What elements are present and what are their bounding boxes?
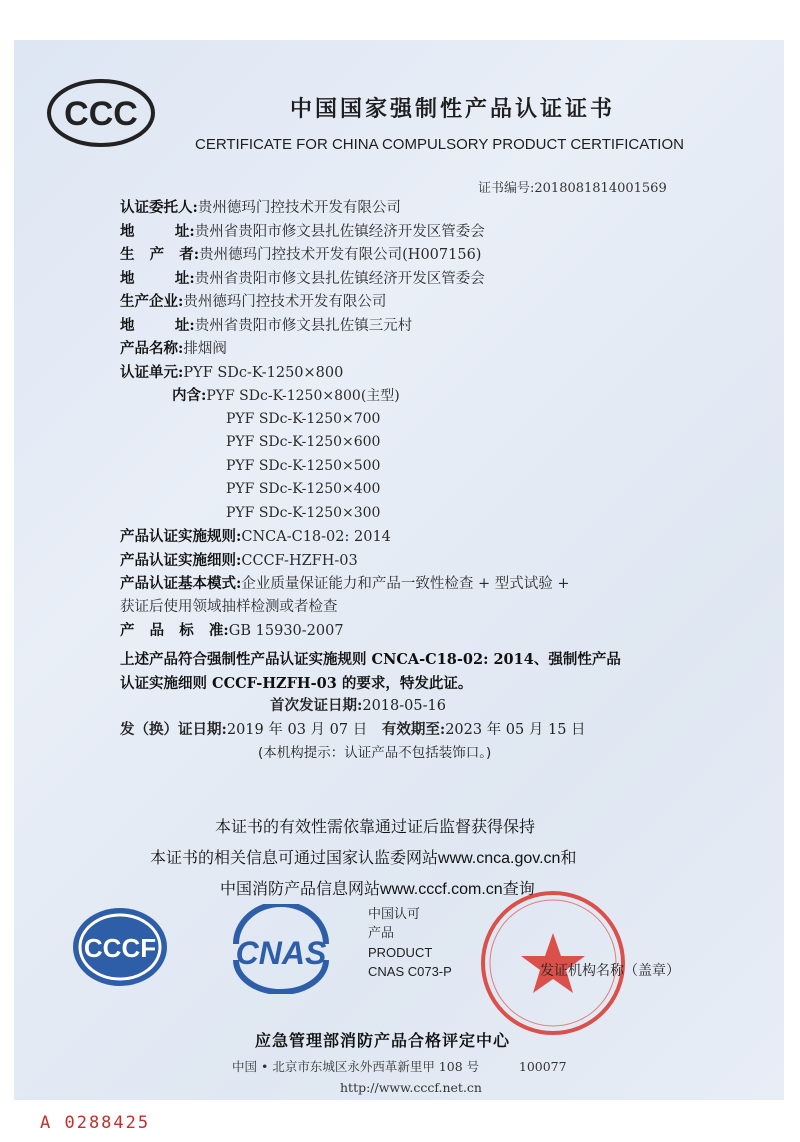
cnas-logo xyxy=(222,904,340,994)
issuing-center: 应急管理部消防产品合格评定中心 xyxy=(255,1031,511,1050)
svg-text:CCCF: CCCF xyxy=(83,933,157,963)
model-row: 内含:PYF SDc-K-1250×800(主型) xyxy=(172,387,400,404)
svg-text:CCC: CCC xyxy=(64,95,138,133)
client-row: 认证委托人:贵州德玛门控技术开发有限公司 xyxy=(120,199,401,216)
compliance-statement: 上述产品符合强制性产品认证实施规则 CNCA-C18-02: 2014、强制性产品 认证实施细则 CCCF-HZFH-03 的要求，特发此证。 xyxy=(120,651,621,692)
cnca-link[interactable]: www.cnca.gov.cn xyxy=(438,850,561,867)
model-row: PYF SDc-K-1250×600 xyxy=(226,434,381,450)
ccc-logo xyxy=(46,78,156,148)
fire-info: 中国消防产品信息网站www.cccf.com.cn查询 xyxy=(220,879,535,898)
center-address: 中国 • 北京市东城区永外西革新里甲 108 号 100077 xyxy=(232,1059,567,1074)
cnas-accreditation-text: 中国认可 产品 PRODUCT CNAS C073-P xyxy=(368,907,452,979)
model-row: PYF SDc-K-1250×400 xyxy=(226,481,381,497)
model-row: PYF SDc-K-1250×500 xyxy=(226,457,381,474)
certificate-fields xyxy=(120,196,569,643)
center-website[interactable]: http://www.cccf.net.cn xyxy=(340,1080,482,1095)
unit-row: 认证单元:PYF SDc-K-1250×800 xyxy=(120,363,344,381)
producer-row: 生 产 者:贵州德玛门控技术开发有限公司(H007156) xyxy=(120,246,482,263)
rule-row: 产品认证实施规则:CNCA-C18-02: 2014 xyxy=(120,528,391,545)
stamp-caption: 发证机构名称（盖章） xyxy=(540,963,680,979)
model-row: PYF SDc-K-1250×300 xyxy=(226,504,381,521)
detail-rule-row: 产品认证实施细则:CCCF-HZFH-03 xyxy=(120,551,358,569)
note: (本机构提示：认证产品不包括装饰口。) xyxy=(258,745,492,761)
mode-row-continued: 获证后使用领域抽样检测或者检查 xyxy=(120,598,338,615)
certificate-number: 证书编号:2018081814001569 xyxy=(478,181,667,196)
related-info: 本证书的相关信息可通过国家认监委网站www.cnca.gov.cn和 xyxy=(150,848,577,867)
cccf-logo xyxy=(70,905,170,990)
mode-row: 产品认证基本模式:企业质量保证能力和产品一致性检查 + 型式试验 + xyxy=(120,575,570,592)
factory-row: 生产企业:贵州德玛门控技术开发有限公司 xyxy=(120,293,387,310)
producer-address-row: 地 址:贵州省贵阳市修文县扎佐镇经济开发区管委会 xyxy=(120,269,485,287)
product-name-row: 产品名称:排烟阀 xyxy=(120,340,227,357)
title-cn: 中国国家强制性产品认证证书 xyxy=(290,96,616,122)
model-row: PYF SDc-K-1250×700 xyxy=(226,410,381,427)
first-issue-date: 首次发证日期:2018-05-16 xyxy=(270,697,446,714)
title-en: CERTIFICATE FOR CHINA COMPULSORY PRODUCT CERTIFICATION xyxy=(195,136,684,153)
validity-text: 本证书的有效性需依靠通过证后监督获得保持 xyxy=(215,817,536,836)
standard-row: 产 品 标 准:GB 15930-2007 xyxy=(120,622,344,639)
cccf-link[interactable]: www.cccf.com.cn xyxy=(380,881,503,898)
factory-address-row: 地 址:贵州省贵阳市修文县扎佐镇三元村 xyxy=(120,316,413,334)
issue-date: 发（换）证日期:2019 年 03 月 07 日 有效期至:2023 年 05 月 15 日 xyxy=(120,721,586,738)
svg-text:CNAS: CNAS xyxy=(235,935,327,971)
client-address-row: 地 址:贵州省贵阳市修文县扎佐镇经济开发区管委会 xyxy=(120,222,485,240)
serial-number: A 0288425 xyxy=(40,1113,151,1133)
